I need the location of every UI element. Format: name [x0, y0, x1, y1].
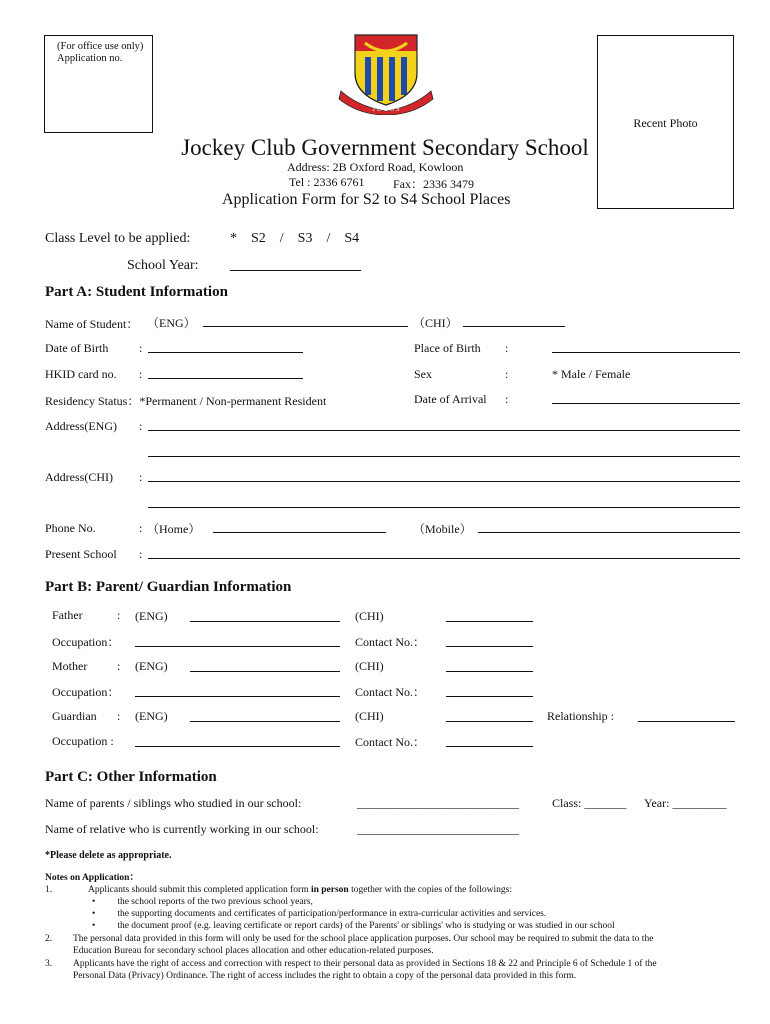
guardian-relationship-label: Relationship : [547, 709, 614, 723]
mother-eng-label: (ENG) [135, 659, 168, 673]
school-fax: Fax：2336 3479 [393, 177, 475, 191]
note-2-number: 2. [45, 934, 53, 944]
present-school-colon: : [139, 547, 143, 561]
note-3-line-1: Applicants have the right of access and correction with respect to their personal data as provided in Sections 18 & 22 and Principle 6 of Schedule 1 of the [73, 959, 657, 969]
note-1-bullet-2 [92, 908, 546, 921]
school-tel: Tel : 2336 6761 [289, 175, 365, 189]
note-3-line-2: Personal Data (Privacy) Ordinance. The right of access includes the right to obtain a copy of the personal data provided in this form. [73, 971, 577, 981]
residency-status[interactable]: Residency Status：*Permanent / Non-permanent Resident [45, 394, 327, 408]
part-c-title: Part C: Other Information [45, 769, 217, 785]
mother-occupation-field[interactable] [135, 696, 340, 697]
address-chi-label: Address(CHI) [45, 470, 113, 484]
father-eng-field[interactable] [190, 621, 340, 622]
address-eng-colon: : [139, 419, 143, 433]
class-level-label: Class Level to be applied: [45, 231, 191, 246]
mother-eng-field[interactable] [190, 671, 340, 672]
address-eng-field-1[interactable] [148, 430, 740, 431]
note-3-number: 3. [45, 959, 53, 969]
father-occupation-label: Occupation： [52, 635, 120, 649]
arrival-field[interactable] [552, 403, 740, 404]
note-1-text [88, 884, 512, 897]
school-crest-logo [335, 33, 437, 115]
siblings-label: Name of parents / siblings who studied in our school: [45, 796, 302, 810]
guardian-colon: : [117, 709, 121, 723]
phone-label: Phone No. [45, 521, 96, 535]
photo-box [597, 35, 734, 209]
father-chi-field[interactable] [446, 621, 533, 622]
dob-field[interactable] [148, 352, 303, 353]
class-level-options[interactable]: * S2 / S3 / S4 [230, 231, 360, 246]
note-1-bullet-1 [92, 896, 313, 909]
note-1-bullet-3 [92, 920, 615, 933]
pob-label: Place of Birth [414, 341, 481, 355]
sex-options[interactable]: * Male / Female [552, 367, 631, 381]
crest-chief-red [355, 35, 417, 51]
address-chi-colon: : [139, 470, 143, 484]
mother-chi-label: (CHI) [355, 659, 384, 673]
student-name-chi-field[interactable] [463, 326, 565, 327]
bullet-text: the document proof (e.g. leaving certificate or report cards) of the Parents' or siblings' who is studying or was studied in our school [117, 921, 615, 931]
phone-mobile-field[interactable] [478, 532, 740, 533]
student-name-eng-label: （ENG） [147, 316, 196, 330]
guardian-chi-field[interactable] [446, 721, 533, 722]
phone-home-label: （Home） [147, 522, 201, 536]
note-1-text-bold: in person [310, 885, 349, 895]
father-occupation-field[interactable] [135, 646, 340, 647]
mother-contact-field[interactable] [446, 696, 533, 697]
hkid-field[interactable] [148, 378, 303, 379]
form-title: Application Form for S2 to S4 School Places [222, 191, 511, 208]
guardian-occupation-label: Occupation : [52, 734, 114, 748]
present-school-field[interactable] [148, 558, 740, 559]
sex-label: Sex [414, 367, 432, 381]
sibling-class-field[interactable]: Class: _______ [552, 796, 627, 810]
father-eng-label: (ENG) [135, 609, 168, 623]
notes-title: Notes on Application： [45, 873, 139, 883]
part-a-title: Part A: Student Information [45, 284, 228, 300]
guardian-eng-label: (ENG) [135, 709, 168, 723]
student-name-eng-field[interactable] [203, 326, 408, 327]
crest-ribbon-text: J C G S S [372, 105, 400, 113]
address-eng-field-2[interactable] [148, 456, 740, 457]
guardian-label: Guardian [52, 709, 97, 723]
guardian-eng-field[interactable] [190, 721, 340, 722]
note-1-text-a: Applicants should submit this completed application form [88, 885, 311, 895]
siblings-field[interactable]: ___________________________ [357, 796, 519, 810]
father-label: Father [52, 608, 83, 622]
hkid-label: HKID card no. [45, 367, 117, 381]
office-use-label: (For office use only) [57, 41, 144, 52]
address-chi-field-1[interactable] [148, 481, 740, 482]
father-colon: : [117, 608, 121, 622]
phone-mobile-label: （Mobile） [413, 522, 472, 536]
hkid-colon: : [139, 367, 143, 381]
guardian-contact-label: Contact No.： [355, 735, 425, 749]
phone-colon: : [139, 521, 143, 535]
address-chi-field-2[interactable] [148, 507, 740, 508]
dob-label: Date of Birth [45, 341, 109, 355]
relative-label: Name of relative who is currently working in our school: [45, 822, 319, 836]
bullet-text: the supporting documents and certificates of participation/performance in extra-curricular activities and services. [117, 909, 547, 919]
mother-chi-field[interactable] [446, 671, 533, 672]
school-year-field[interactable] [230, 270, 361, 271]
pob-colon: : [505, 341, 509, 355]
father-chi-label: (CHI) [355, 609, 384, 623]
arrival-colon: : [505, 392, 509, 406]
guardian-contact-field[interactable] [446, 746, 533, 747]
school-year-label: School Year: [127, 258, 199, 273]
bullet-icon: • [92, 921, 96, 931]
arrival-label: Date of Arrival [414, 392, 487, 406]
school-address: Address: 2B Oxford Road, Kowloon [287, 160, 464, 174]
phone-home-field[interactable] [213, 532, 386, 533]
bullet-text: the school reports of the two previous school years, [117, 897, 313, 907]
mother-contact-label: Contact No.： [355, 685, 425, 699]
bullet-icon: • [92, 897, 96, 907]
sibling-year-field[interactable]: Year: _________ [644, 796, 727, 810]
bullet-icon: • [92, 909, 96, 919]
student-name-chi-label: （CHI） [413, 316, 458, 330]
note-1-text-c: together with the copies of the followings: [348, 885, 513, 895]
guardian-relationship-field[interactable] [638, 721, 735, 722]
father-contact-field[interactable] [446, 646, 533, 647]
part-b-title: Part B: Parent/ Guardian Information [45, 579, 292, 595]
present-school-label: Present School [45, 547, 117, 561]
pob-field[interactable] [552, 352, 740, 353]
delete-note: *Please delete as appropriate. [45, 850, 172, 861]
sex-colon: : [505, 367, 509, 381]
mother-occupation-label: Occupation： [52, 685, 120, 699]
application-no-label: Application no. [57, 53, 123, 64]
guardian-chi-label: (CHI) [355, 709, 384, 723]
guardian-occupation-field[interactable] [135, 746, 340, 747]
father-contact-label: Contact No.： [355, 635, 425, 649]
school-name: Jockey Club Government Secondary School [181, 135, 589, 160]
note-1-number: 1. [45, 885, 53, 895]
relative-field[interactable]: ___________________________ [357, 822, 519, 836]
mother-colon: : [117, 659, 121, 673]
office-use-box [44, 35, 153, 133]
dob-colon: : [139, 341, 143, 355]
recent-photo-label: Recent Photo [633, 116, 698, 130]
note-2-line-1: The personal data provided in this form will only be used for the school place application purposes. Our school may be required to submit the data to the [73, 934, 654, 944]
mother-label: Mother [52, 659, 88, 673]
note-2-line-2: Education Bureau for secondary school places allocation and other education-related purposes. [73, 946, 434, 956]
address-eng-label: Address(ENG) [45, 419, 117, 433]
student-name-label: Name of Student： [45, 317, 139, 331]
